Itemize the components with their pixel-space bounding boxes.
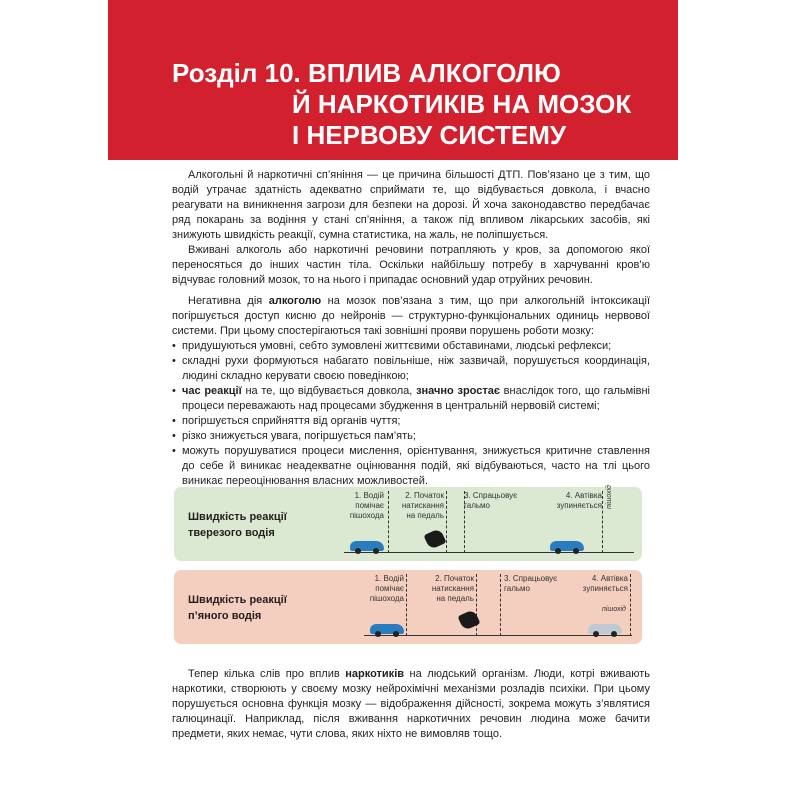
stage-3-marker (500, 574, 501, 636)
list-item: • час реакції на те, що відбувається довкола, значно зростає внаслідок того, що гальмівні процеси переважають над процесами збудження в центральній нервовій системі; (172, 384, 650, 414)
drugs-keyword: наркотиків (345, 668, 405, 680)
drugs-paragraph: Тепер кілька слів про вплив наркотиків на людський організм. Люди, котрі вживають наркотики, створюють у своєму мозку нейрохімічні механізми розладів психіки. При цьому порушується основна функція мозку — відображення дійсності, зокрема можуть з’являтися галюцинації. Наприклад, після вживання наркотичних речовин людина може бачити предмети, яких немає, чути слова, яких ніхто не вимовляв тощо. (172, 668, 650, 740)
list-item: • погіршується сприйняття від органів чуття; (172, 414, 650, 429)
stage-3-label: 3. Спрацьовує гальмо (464, 491, 518, 510)
stage-2-label: 2. Початок натискання на педаль (431, 574, 474, 603)
stage-2-label: 2. Початок натискання на педаль (401, 491, 444, 520)
car-icon (350, 541, 384, 551)
title-line-2: Й НАРКОТИКІВ НА МОЗОК (292, 89, 632, 119)
drunk-reaction-panel (174, 570, 642, 644)
stage-2-marker (476, 574, 477, 636)
road-line (364, 635, 632, 636)
title-line-3: І НЕРВОВУ СИСТЕМУ (292, 120, 567, 150)
car-icon (370, 624, 404, 634)
sober-reaction-panel (174, 487, 642, 561)
drunk-panel-title: Швидкість реакції п’яного водія (188, 594, 287, 622)
stage-3-label: 3. Спрацьовує гальмо (504, 574, 558, 593)
list-item: • складні рухи формуються набагато повільніше, ніж зазвичай, порушується координація, людині складно керувати своєю поведінкою; (172, 354, 650, 384)
list-item: • придушуються умовні, себто зумовлені життєвими обставинами, людські рефлекси; (172, 339, 650, 354)
stage-1-label: 1. Водій помічає пішохода (349, 491, 384, 520)
drugs-section (172, 667, 650, 742)
pedestrian-label: пішохід (602, 606, 626, 613)
sober-panel-title: Швидкість реакції тверезого водія (188, 511, 287, 539)
foot-on-pedal-icon (423, 528, 446, 550)
crashed-car-icon (588, 624, 622, 634)
stage-3-marker (464, 491, 465, 553)
stage-4-label: 4. Автівка зупиняється (582, 574, 628, 593)
chapter-title (172, 58, 631, 151)
foot-on-pedal-icon (457, 609, 480, 631)
pedestrian-label: пішохід (606, 485, 613, 509)
stage-4-label: 4. Автівка зупиняється (556, 491, 602, 510)
stage-1-marker (388, 491, 389, 553)
intro-section (172, 168, 650, 489)
stage-2-marker (446, 491, 447, 553)
stage-4-marker (602, 491, 603, 553)
intro-paragraph-1: Алкогольні й наркотичні сп’яніння — це причина більшості ДТП. Пов’язано це з тим, що водій утрачає здатність адекватно сприймати те, що відбувається довкола, і вчасно реагувати на виникнення загрози для безпеки на дорозі. Й хоча законодавство передбачає ряд покарань за водіння у стані сп’яніння, а також під впливом лікарських засобів, які знижують швидкість реакції, сумна статистика, на жаль, не поліпшується. (172, 169, 650, 241)
effects-list (172, 339, 650, 489)
car-icon (550, 541, 584, 551)
alcohol-keyword: алкоголю (268, 295, 322, 307)
list-item: • можуть порушуватися процеси мислення, орієнтування, знижується критичне ставлення до себе й виникає неадекватне оцінювання подій, які відбуваються, часто на тлі цього виникає переоцінювання власних можливостей. (172, 444, 650, 489)
road-line (344, 552, 634, 553)
intro-paragraph-2: Вживані алкоголь або наркотичні речовини потрапляють у кров, за допомогою якої переносяться до інших частин тіла. Оскільки найбільшу потребу в харчуванні кров’ю відчуває головний мозок, то на нього і припадає основний удар отруйних речовин. (172, 244, 650, 286)
alcohol-paragraph: Негативна дія алкоголю на мозок пов’язана з тим, що при алкогольній інтоксикації погіршується доступ кисню до нейронів — структурно-функціональних одиниць нервової системи. При цьому спостерігаються такі зовнішні прояви порушень роботи мозку: (172, 295, 651, 337)
stage-1-label: 1. Водій помічає пішохода (369, 574, 404, 603)
title-line-1: Розділ 10. ВПЛИВ АЛКОГОЛЮ (172, 58, 561, 88)
stage-1-marker (406, 574, 407, 636)
stage-4-marker (630, 574, 631, 636)
list-item: • різко знижується увага, погіршується пам’ять; (172, 429, 650, 444)
